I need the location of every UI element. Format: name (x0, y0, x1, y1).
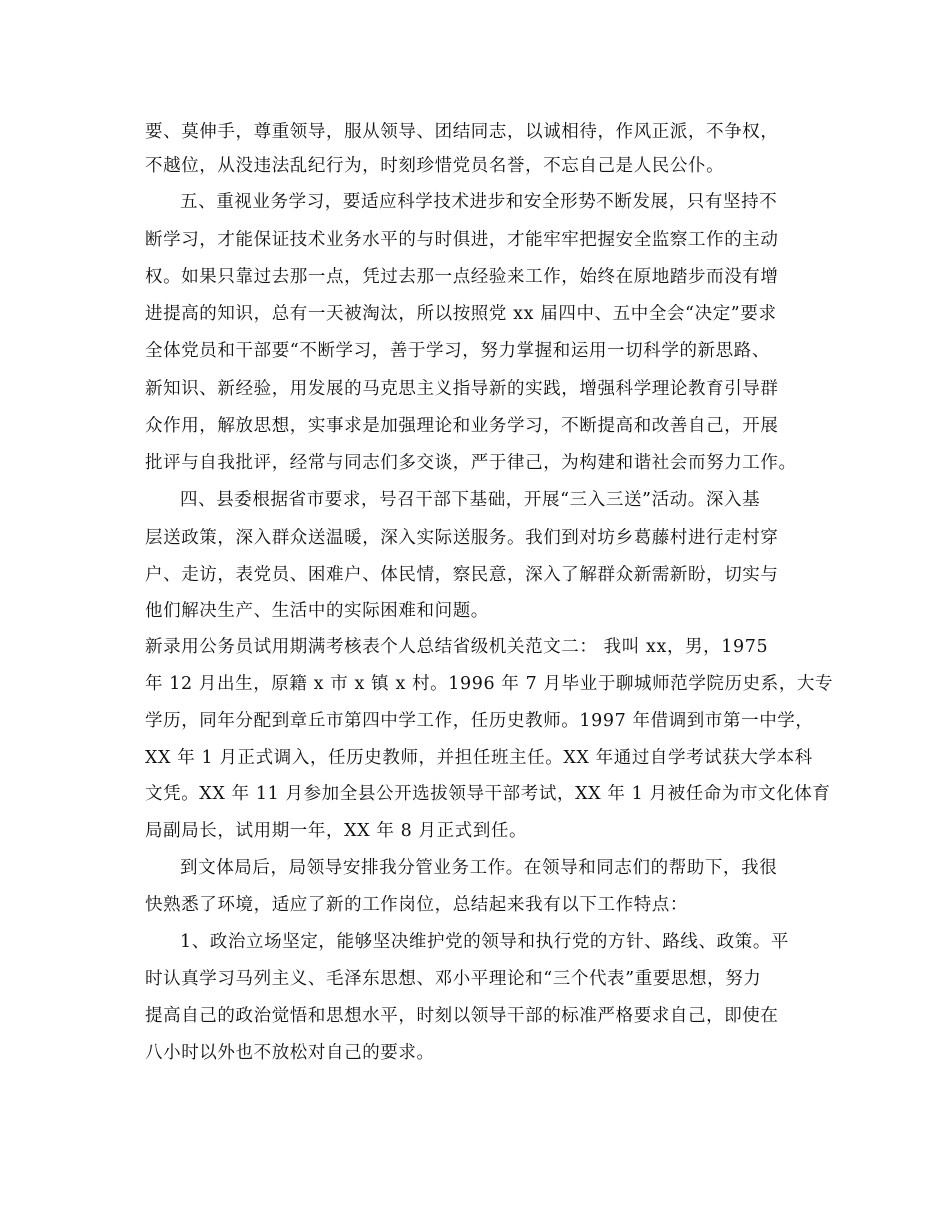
text-line: 批评与自我批评，经常与同志们多交谈，严于律己，为构建和谐社会而努力工作。 (145, 453, 797, 473)
paragraph-start-line: 五、重视业务学习，要适应科学技术进步和安全形势不断发展，只有坚持不 (180, 192, 778, 212)
text-line: 局副局长，试用期一年，XX 年 8 月正式到任。 (145, 821, 528, 841)
text-line: 文凭。XX 年 11 月参加全县公开选拔领导干部考试，XX 年 1 月被任命为市文化体育 (145, 784, 831, 804)
text-line: 断学习，才能保证技术业务水平的与时俱进，才能牢牢把握安全监察工作的主动 (145, 230, 779, 250)
paragraph-start-line: 1、政治立场坚定，能够坚决维护党的领导和执行党的方针、路线、政策。平 (180, 932, 790, 952)
text-line: 学历，同年分配到章丘市第四中学工作，任历史教师。1997 年借调到市第一中学， (145, 711, 814, 731)
text-line: 快熟悉了环境，适应了新的工作岗位，总结起来我有以下工作特点： (145, 895, 688, 915)
text-line: 不越位，从没违法乱纪行为，时刻珍惜党员名誉，不忘自己是人民公仆。 (145, 156, 725, 176)
section-heading-line: 新录用公务员试用期满考核表个人总结省级机关范文二： 我叫 xx，男，1975 (145, 637, 769, 657)
text-line: 户、走访，表党员、困难户、体民情，察民意，深入了解群众新需新盼，切实与 (145, 565, 779, 585)
text-line: 新知识、新经验，用发展的马克思主义指导新的实践，增强科学理论教育引导群 (145, 379, 779, 399)
text-line: 八小时以外也不放松对自己的要求。 (145, 1043, 435, 1063)
text-line: XX 年 1 月正式调入，任历史教师，并担任班主任。XX 年通过自学考试获大学本科 (145, 748, 813, 768)
paragraph-start-line: 到文体局后，局领导安排我分管业务工作。在领导和同志们的帮助下，我很 (180, 858, 778, 878)
text-line: 层送政策，深入群众送温暖，深入实际送服务。我们到对坊乡葛藤村进行走村穿 (145, 528, 779, 548)
text-line: 时认真学习马列主义、毛泽东思想、邓小平理论和“三个代表”重要思想，努力 (145, 969, 762, 989)
text-line: 全体党员和干部要“不断学习，善于学习，努力掌握和运用一切科学的新思路、 (145, 341, 770, 361)
text-line: 年 12 月出生，原籍 x 市 x 镇 x 村。1996 年 7 月毕业于聊城师范学院历史系，大专 (145, 674, 834, 694)
text-line: 进提高的知识，总有一天被淘汰，所以按照党 xx 届四中、五中全会“决定”要求 (145, 304, 777, 324)
text-line: 众作用，解放思想，实事求是加强理论和业务学习，不断提高和改善自己，开展 (145, 416, 779, 436)
paragraph-start-line: 四、县委根据省市要求，号召干部下基础，开展“三入三送”活动。深入基 (180, 490, 761, 510)
text-line: 权。如果只靠过去那一点，凭过去那一点经验来工作，始终在原地踏步而没有增 (145, 267, 779, 287)
text-line: 要、莫伸手，尊重领导，服从领导、团结同志，以诚相待，作风正派，不争权， (145, 122, 779, 142)
text-line: 提高自己的政治觉悟和思想水平，时刻以领导干部的标准严格要求自己，即使在 (145, 1006, 779, 1026)
text-line: 他们解决生产、生活中的实际困难和问题。 (145, 601, 489, 621)
